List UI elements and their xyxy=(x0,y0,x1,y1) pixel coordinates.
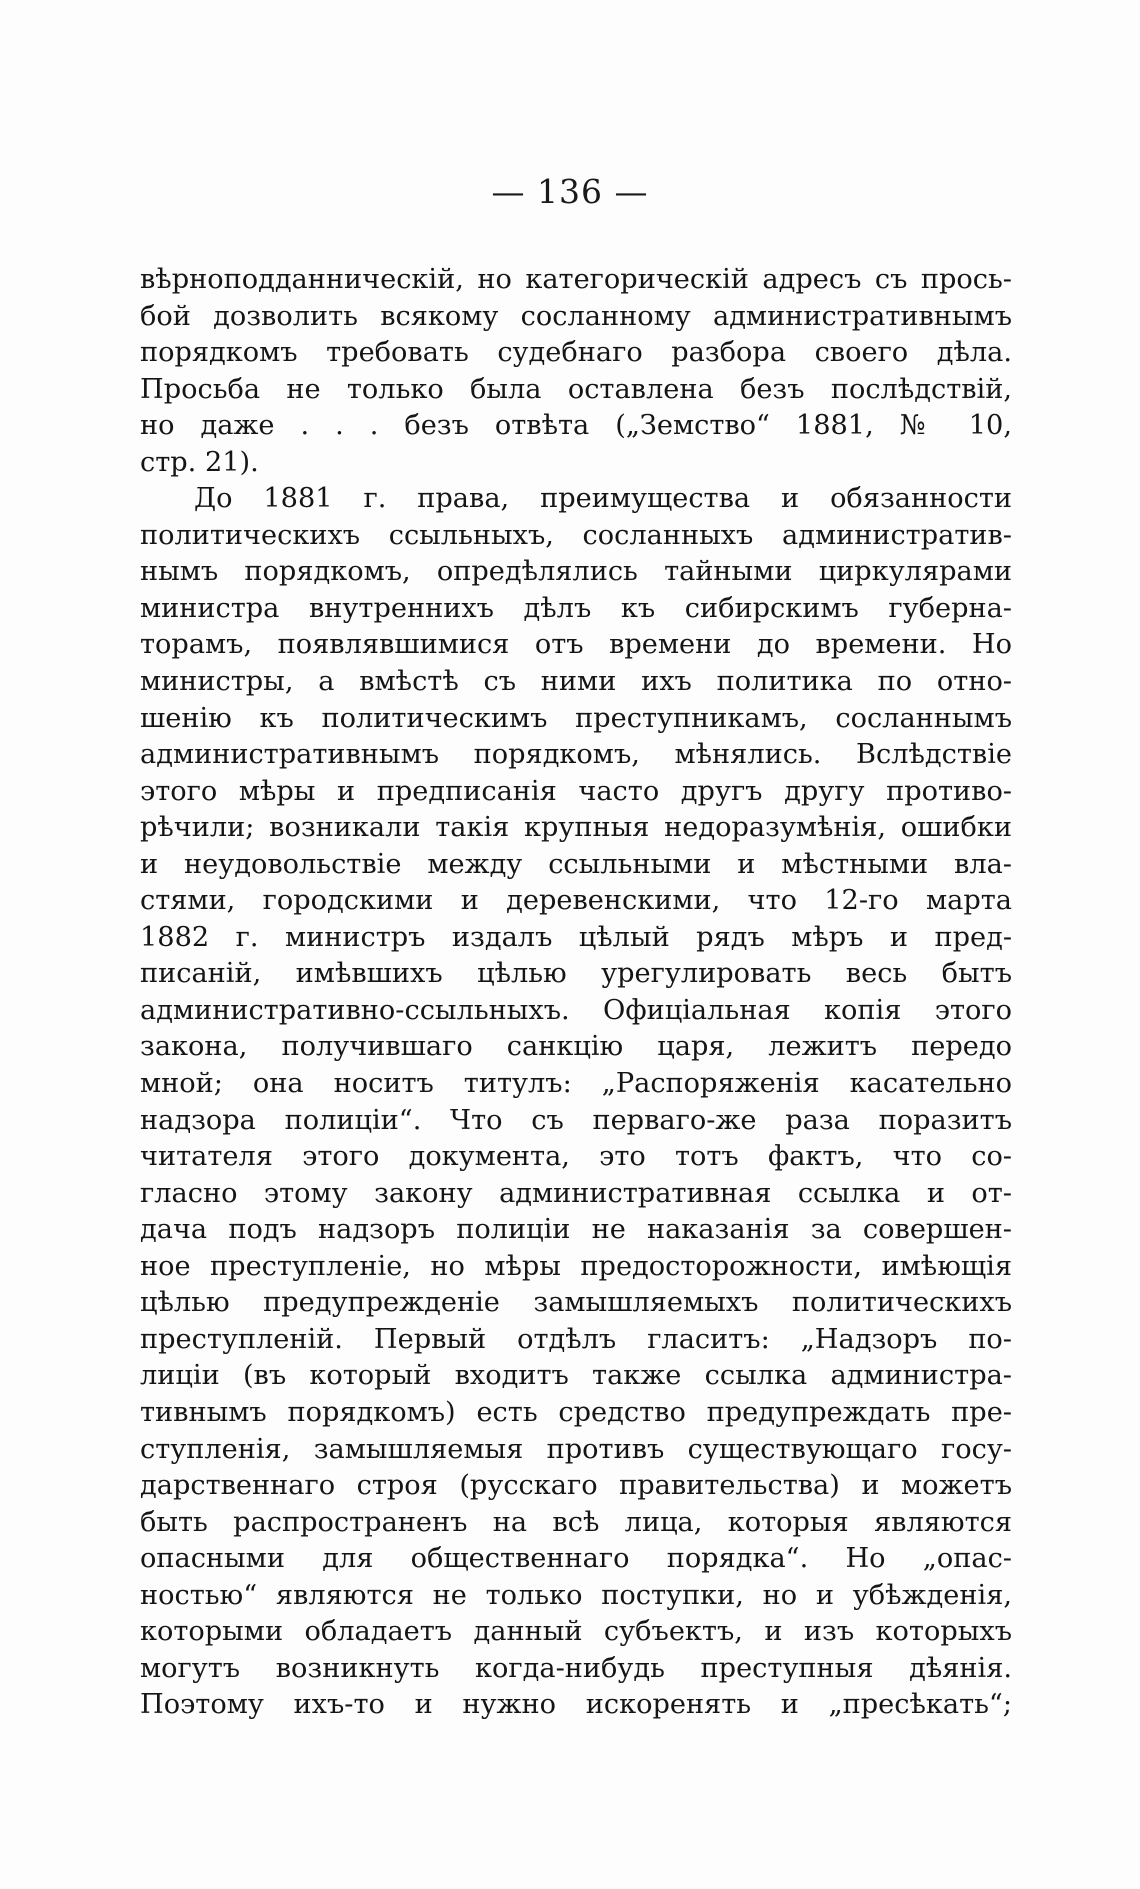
text-line: министра внутреннихъ дѣлъ къ сибирскимъ губерна- xyxy=(140,592,1012,624)
text-line: рѣчили; возникали такія крупныя недоразумѣнія, ошибки xyxy=(140,812,1012,844)
text-line: тивнымъ порядкомъ) есть средство предупреждать пре- xyxy=(140,1396,1012,1428)
text-line: закона, получившаго санкцію царя, лежитъ передо xyxy=(140,1031,1012,1063)
text-line: писаній, имѣвшихъ цѣлью урегулировать весь бытъ xyxy=(140,958,1012,990)
text-line: До 1881 г. права, преимущества и обязанности xyxy=(194,483,1012,515)
text-line: ностью“ являются не только поступки, но и убѣжденія, xyxy=(140,1579,1012,1611)
text-line: надзора полиціи“. Что съ перваго-же раза поразитъ xyxy=(140,1104,1012,1136)
text-line: цѣлью предупрежденіе замышляемыхъ политическихъ xyxy=(140,1287,1012,1319)
text-line: опасными для общественнаго порядка“. Но „опас- xyxy=(140,1543,1012,1575)
text-line: читателя этого документа, это тотъ фактъ, что со- xyxy=(140,1141,1012,1173)
text-line: преступленій. Первый отдѣлъ гласитъ: „Надзоръ по- xyxy=(140,1323,1012,1355)
text-line: бой дозволить всякому сосланному административнымъ xyxy=(140,300,1012,332)
text-line: ное преступленіе, но мѣры предосторожности, имѣющія xyxy=(140,1250,1012,1282)
text-line: но даже . . . безъ отвѣта („Земство“ 1881, № 10, xyxy=(140,410,1012,442)
text-line: мной; она носитъ титулъ: „Распоряженія касательно xyxy=(140,1068,1012,1100)
text-line: дарственнаго строя (русскаго правительства) и можетъ xyxy=(140,1470,1012,1502)
text-line: порядкомъ требовать судебнаго разбора своего дѣла. xyxy=(140,337,1012,369)
text-line: которыми обладаетъ данный субъектъ, и изъ которыхъ xyxy=(140,1616,1012,1648)
text-line: стями, городскими и деревенскими, что 12-го марта xyxy=(140,885,1012,917)
text-line: и неудовольствіе между ссыльными и мѣстными вла- xyxy=(140,848,1012,880)
body-text xyxy=(140,262,1012,1724)
text-line: стр. 21). xyxy=(140,446,259,478)
text-line: политическихъ ссыльныхъ, сосланныхъ административ- xyxy=(140,519,1012,551)
text-line: министры, а вмѣстѣ съ ними ихъ политика по отно- xyxy=(140,666,1012,698)
text-line: Поэтому ихъ-то и нужно искоренять и „пресѣкать“; xyxy=(140,1689,1012,1721)
text-line: дача подъ надзоръ полиціи не наказанія за совершен- xyxy=(140,1214,1012,1246)
text-line: шенію къ политическимъ преступникамъ, сосланнымъ xyxy=(140,702,1012,734)
text-line: вѣрноподданническій, но категорическій адресъ съ прось- xyxy=(140,264,1012,295)
text-line: этого мѣры и предписанія часто другъ другу противо- xyxy=(140,775,1012,807)
text-line: лиціи (въ который входитъ также ссылка администра- xyxy=(140,1360,1012,1392)
text-line: административно-ссыльныхъ. Офиціальная копія этого xyxy=(140,994,1012,1026)
text-line: торамъ, появлявшимися отъ времени до времени. Но xyxy=(140,629,1012,661)
text-line: 1882 г. министръ издалъ цѣлый рядъ мѣръ и пред- xyxy=(140,921,1012,953)
text-line: нымъ порядкомъ, опредѣлялись тайными циркулярами xyxy=(140,556,1012,588)
text-line: могутъ возникнуть когда-нибудь преступныя дѣянія. xyxy=(140,1652,1012,1684)
page-number: — 136 — xyxy=(491,172,649,211)
text-line: гласно этому закону административная ссылка и от- xyxy=(140,1177,1012,1209)
text-line: быть распространенъ на всѣ лица, которыя являются xyxy=(140,1506,1012,1538)
text-line: ступленія, замышляемыя противъ существующаго госу- xyxy=(140,1433,1012,1465)
text-line: административнымъ порядкомъ, мѣнялись. Вслѣдствіе xyxy=(140,739,1012,771)
text-line: Просьба не только была оставлена безъ послѣдствій, xyxy=(140,373,1012,405)
